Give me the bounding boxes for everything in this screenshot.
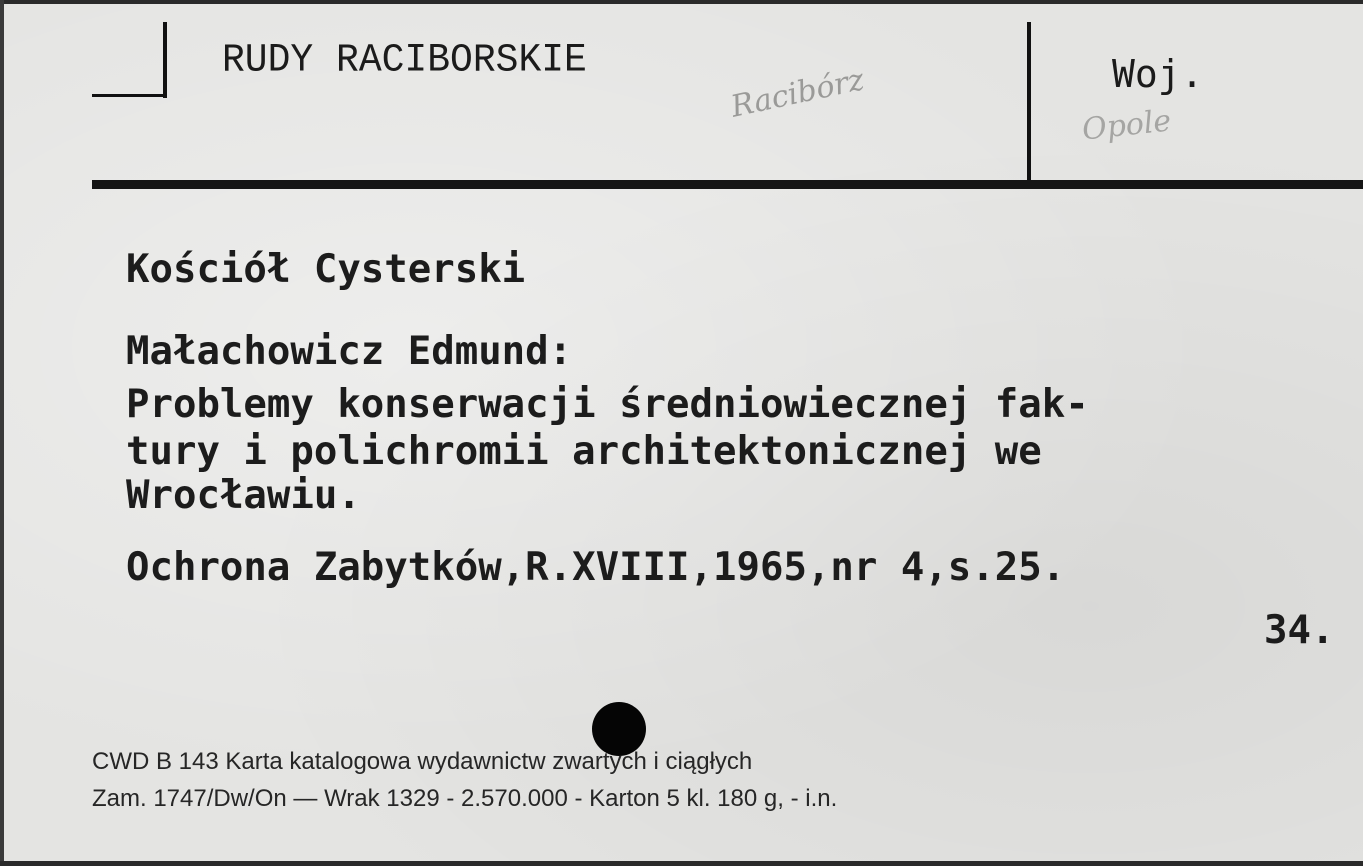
header-rule [92, 180, 1363, 189]
place-heading: RUDY RACIBORSKIE [222, 38, 587, 84]
entry-title-line-2: tury i polichromii architektonicznej we [126, 429, 1042, 474]
entry-title-line-1: Problemy konserwacji średniowiecznej fak- [126, 382, 1089, 427]
entry-subject: Kościół Cysterski [126, 247, 526, 292]
card-edge-left [0, 0, 4, 866]
entry-source-continuation: 34. [1264, 608, 1335, 653]
region-label: Woj. [1112, 52, 1204, 96]
entry-title-line-3: Wrocławiu. [126, 473, 361, 518]
header-column-divider [1027, 22, 1031, 180]
entry-source: Ochrona Zabytków,R.XVIII,1965,nr 4,s.25. [126, 545, 1066, 590]
header-tick-vertical [163, 22, 167, 98]
handwritten-region-note: Opole [1080, 103, 1173, 148]
card-edge-top [0, 0, 1363, 4]
card-edge-bottom [0, 861, 1363, 866]
header-tick-horizontal [92, 94, 166, 97]
entry-author: Małachowicz Edmund: [126, 329, 573, 374]
printer-imprint-line-2: Zam. 1747/Dw/On — Wrak 1329 - 2.570.000 - Karton 5 kl. 180 g, - i.n. [92, 785, 838, 812]
handwritten-place-note: Racibórz [727, 62, 868, 125]
printer-imprint-line-1: CWD B 143 Karta katalogowa wydawnictw zwartych i ciągłych [92, 748, 753, 775]
